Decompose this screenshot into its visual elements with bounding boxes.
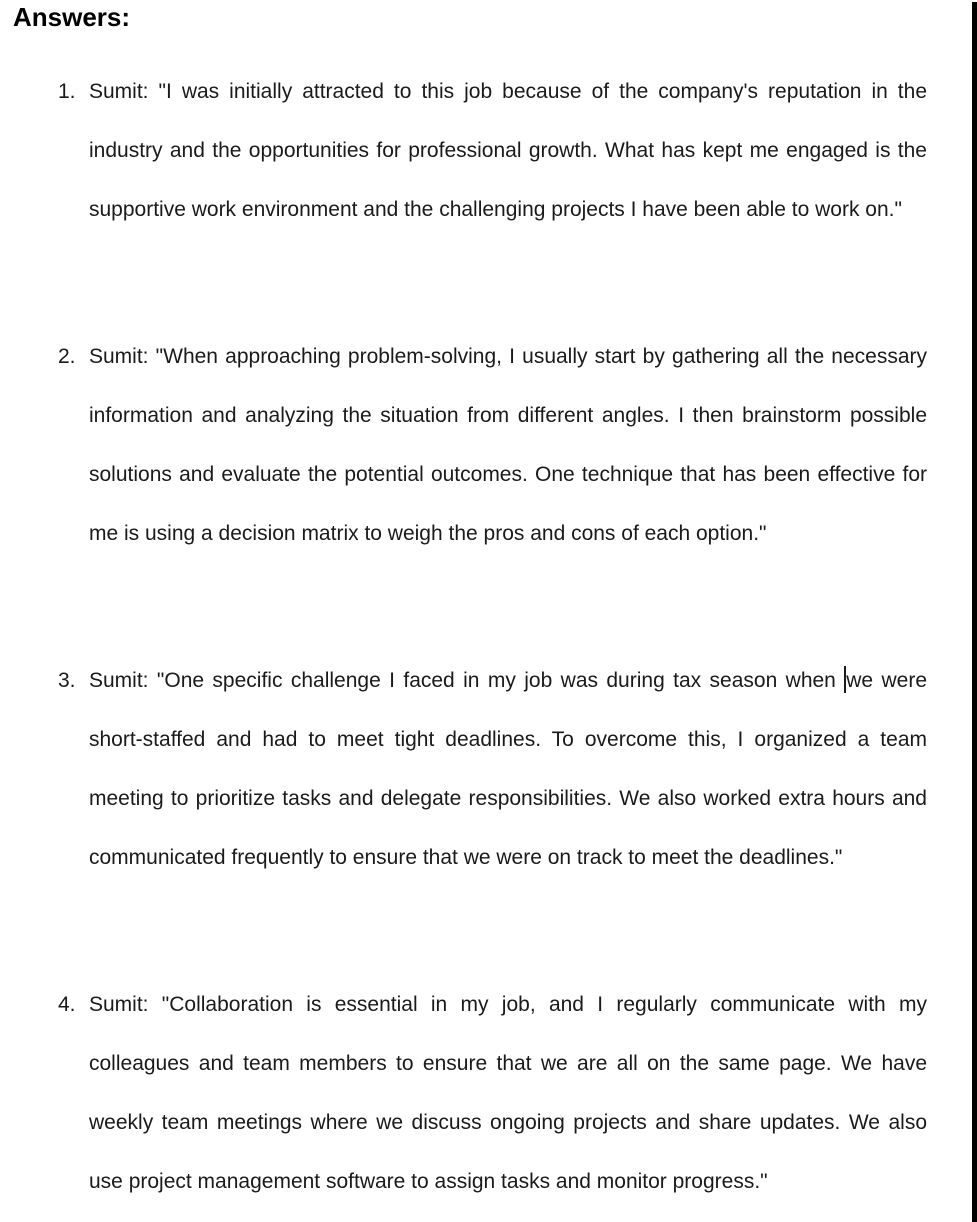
answer-text[interactable]: Sumit: "Collaboration is essential in my job, and I regularly communicate with my colleagues and team members to ensure that we are all on the same page. We have weekly team meetings where we discuss ongoing projects and share updates. We also use project management software to assign tasks and monitor progress.": [89, 993, 927, 1193]
answer-item-4: [0, 975, 977, 1211]
answer-text-after-caret: we were short-staffed and had to meet tight deadlines. To overcome this, I organized a team meeting to prioritize tasks and delegate responsibilities. We also worked extra hours and communicated frequently to ensure that we were on track to meet the deadlines.": [89, 669, 927, 869]
answer-text-before-caret: Sumit: "One specific challenge I faced in my job was during tax season when: [89, 669, 845, 692]
list-number: 2.: [58, 345, 76, 368]
list-number: 3.: [58, 669, 76, 692]
answer-item-2: [0, 327, 977, 563]
answer-text[interactable]: [89, 651, 927, 887]
list-number: 4.: [58, 993, 76, 1016]
page-right-border: [972, 2, 977, 1222]
document-heading[interactable]: Answers:: [13, 2, 131, 32]
answer-text[interactable]: Sumit: "When approaching problem-solving, I usually start by gathering all the necessary information and analyzing the situation from different angles. I then brainstorm possible solutions and evaluate the potential outcomes. One technique that has been effective for me is using a decision matrix to weigh the pros and cons of each option.": [89, 345, 927, 545]
list-number: 1.: [58, 80, 76, 103]
answer-text[interactable]: Sumit: "I was initially attracted to this job because of the company's reputation in the industry and the opportunities for professional growth. What has kept me engaged is the supportive work environment and the challenging projects I have been able to work on.": [89, 80, 927, 221]
document-page: [0, 2, 977, 1222]
answer-item-1: [0, 62, 977, 239]
answers-list: [0, 62, 977, 1211]
answer-item-3: [0, 651, 977, 887]
